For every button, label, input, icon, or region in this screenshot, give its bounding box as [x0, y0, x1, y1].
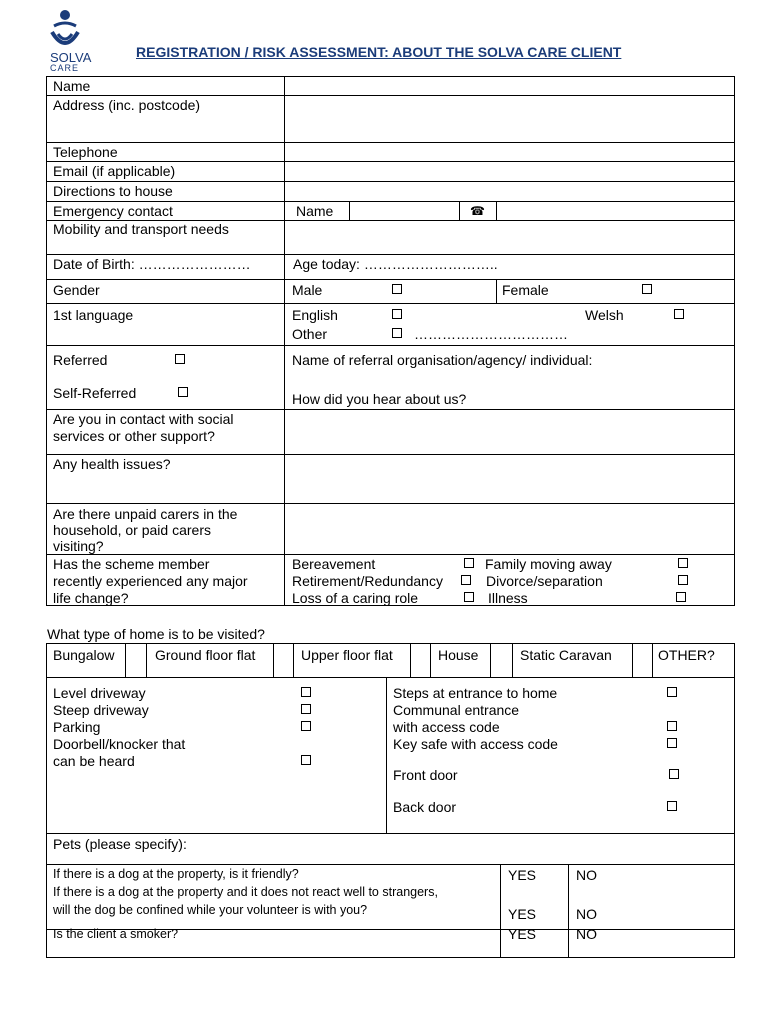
communal-entrance-label-line2: with access code	[393, 719, 500, 735]
illness-label: Illness	[488, 590, 528, 606]
parking-checkbox[interactable]	[301, 721, 311, 731]
health-issues-label: Any health issues?	[53, 456, 171, 472]
parking-label: Parking	[53, 719, 101, 735]
dog-friendly-question: If there is a dog at the property, is it friendly?	[53, 867, 299, 881]
caring-role-label: Loss of a caring role	[292, 590, 419, 606]
dob-label: Date of Birth: ……………………	[53, 256, 251, 272]
directions-label: Directions to house	[53, 183, 173, 199]
family-moving-label: Family moving away	[485, 556, 612, 572]
address-label: Address (inc. postcode)	[53, 97, 201, 113]
caring-role-checkbox[interactable]	[464, 592, 474, 602]
front-door-label: Front door	[393, 767, 458, 783]
telephone-label: Telephone	[53, 144, 118, 160]
home-type-question: What type of home is to be visited?	[47, 626, 265, 642]
bereavement-checkbox[interactable]	[464, 558, 474, 568]
bereavement-label: Bereavement	[292, 556, 376, 572]
pets-label: Pets (please specify):	[53, 836, 187, 852]
smoker-yes[interactable]: YES	[508, 926, 537, 942]
emergency-contact-label: Emergency contact	[53, 203, 173, 219]
dog-strangers-question-line1: If there is a dog at the property and it does not react well to strangers,	[53, 885, 438, 899]
dog-strangers-question-line2: will the dog be confined while your volunteer is with you?	[53, 903, 368, 917]
back-door-label: Back door	[393, 799, 457, 815]
female-label: Female	[502, 282, 549, 298]
family-moving-checkbox[interactable]	[678, 558, 688, 568]
communal-entrance-label-line1: Communal entrance	[393, 702, 520, 718]
page-title: REGISTRATION / RISK ASSESSMENT: ABOUT THE SOLVA CARE CLIENT	[136, 44, 622, 60]
social-services-label-line2: services or other support?	[53, 428, 215, 444]
retirement-label: Retirement/Redundancy	[292, 573, 443, 589]
carers-label-line1: Are there unpaid carers in the	[53, 506, 238, 522]
divorce-checkbox[interactable]	[678, 575, 688, 585]
home-type-bungalow: Bungalow	[53, 647, 115, 663]
male-checkbox[interactable]	[392, 284, 402, 294]
english-label: English	[292, 307, 338, 323]
self-referred-label: Self-Referred	[53, 385, 137, 401]
doorbell-label-line1: Doorbell/knocker that	[53, 736, 186, 752]
key-safe-label: Key safe with access code	[393, 736, 558, 752]
solva-care-logo	[48, 8, 108, 54]
age-label: Age today: ………………………..	[293, 256, 498, 272]
life-change-label-line2: recently experienced any major	[53, 573, 248, 589]
life-change-label-line3: life change?	[53, 590, 129, 606]
steps-checkbox[interactable]	[667, 687, 677, 697]
steep-driveway-checkbox[interactable]	[301, 704, 311, 714]
doorbell-checkbox[interactable]	[301, 755, 311, 765]
dog-friendly-no[interactable]: NO	[576, 867, 597, 883]
emergency-name-label: Name	[296, 203, 334, 219]
level-driveway-checkbox[interactable]	[301, 687, 311, 697]
steps-label: Steps at entrance to home	[393, 685, 558, 701]
front-door-checkbox[interactable]	[669, 769, 679, 779]
doorbell-label-line2: can be heard	[53, 753, 135, 769]
other-language-label: Other	[292, 326, 328, 342]
telephone-icon: ☎	[470, 204, 485, 218]
other-language-checkbox[interactable]	[392, 328, 402, 338]
key-safe-checkbox[interactable]	[667, 738, 677, 748]
hear-about-label: How did you hear about us?	[292, 391, 467, 407]
dog-confined-no[interactable]: NO	[576, 906, 597, 922]
level-driveway-label: Level driveway	[53, 685, 146, 701]
email-label: Email (if applicable)	[53, 163, 176, 179]
divorce-label: Divorce/separation	[486, 573, 603, 589]
home-type-other: OTHER?	[658, 647, 715, 663]
carers-label-line3: visiting?	[53, 538, 104, 554]
male-label: Male	[292, 282, 323, 298]
english-checkbox[interactable]	[392, 309, 402, 319]
female-checkbox[interactable]	[642, 284, 652, 294]
communal-entrance-checkbox[interactable]	[667, 721, 677, 731]
name-label: Name	[53, 78, 91, 94]
language-label: 1st language	[53, 307, 134, 323]
back-door-checkbox[interactable]	[667, 801, 677, 811]
smoker-question: Is the client a smoker?	[53, 927, 179, 941]
gender-label: Gender	[53, 282, 100, 298]
logo-name: SOLVA	[50, 50, 92, 65]
dog-confined-yes[interactable]: YES	[508, 906, 537, 922]
retirement-checkbox[interactable]	[461, 575, 471, 585]
welsh-label: Welsh	[585, 307, 624, 323]
steep-driveway-label: Steep driveway	[53, 702, 149, 718]
home-type-ground-floor-flat: Ground floor flat	[155, 647, 256, 663]
dog-friendly-yes[interactable]: YES	[508, 867, 537, 883]
home-type-house: House	[438, 647, 479, 663]
logo-sub: CARE	[50, 63, 80, 73]
smoker-no[interactable]: NO	[576, 926, 597, 942]
referred-checkbox[interactable]	[175, 354, 185, 364]
social-services-label-line1: Are you in contact with social	[53, 411, 234, 427]
home-type-static-caravan: Static Caravan	[520, 647, 612, 663]
carers-label-line2: household, or paid carers	[53, 522, 211, 538]
welsh-checkbox[interactable]	[674, 309, 684, 319]
illness-checkbox[interactable]	[676, 592, 686, 602]
other-language-field[interactable]: ……………………………	[414, 326, 568, 342]
mobility-label: Mobility and transport needs	[53, 221, 229, 237]
referral-org-label: Name of referral organisation/agency/ individual:	[292, 352, 593, 368]
life-change-label-line1: Has the scheme member	[53, 556, 210, 572]
home-type-upper-floor-flat: Upper floor flat	[301, 647, 393, 663]
self-referred-checkbox[interactable]	[178, 387, 188, 397]
referred-label: Referred	[53, 352, 108, 368]
